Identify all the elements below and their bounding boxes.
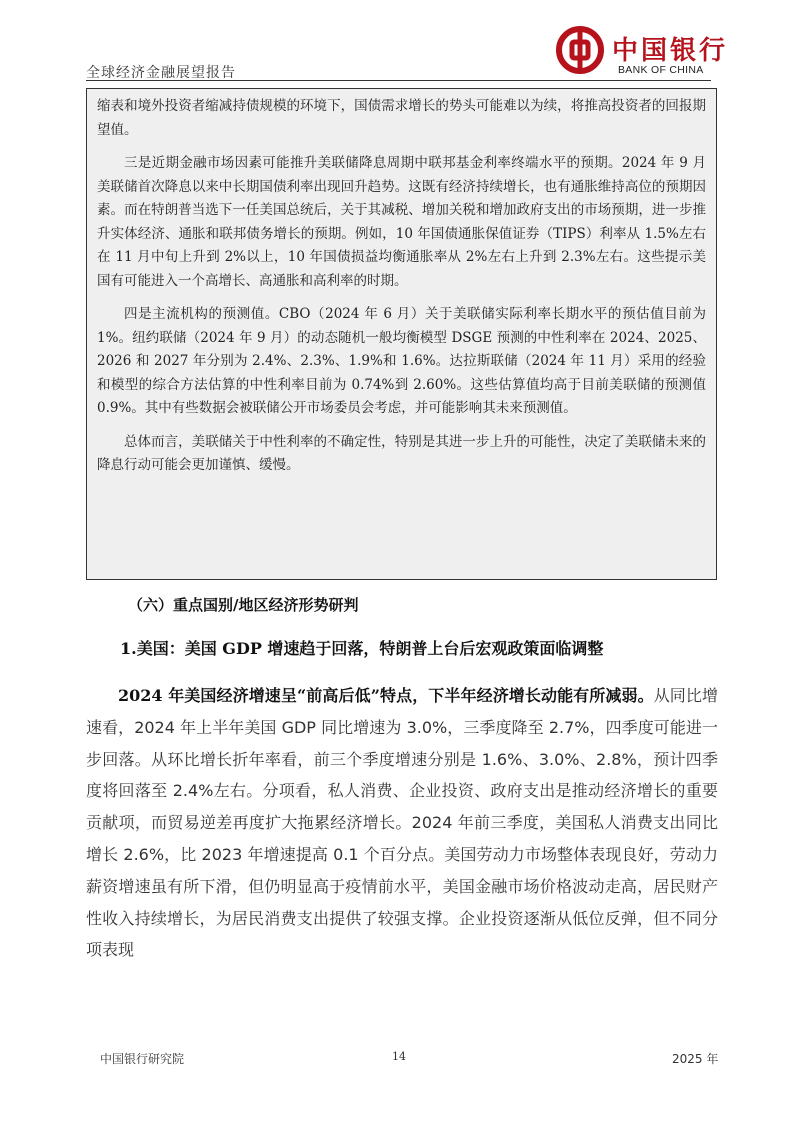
- logo-english-name: BANK OF CHINA: [618, 64, 704, 76]
- body-text: 从同比增速看，2024 年上半年美国 GDP 同比增速为 3.0%，三季度降至 2.7%，四季度可能进一步回落。从环比增长折年率看，前三个季度增速分别是 1.6%、3.0%、2.8%，预计四季度将回落至 2.4%左右。分项看，私人消费、企业投资、政府支出是推动经济增长的重要贡献项，而贸易逆差再度扩大拖累经济增长。2024 年前三季度，美国私人消费支出同比增长 2.6%，比 2023 年增速提高 0.1 个百分点。美国劳动力市场整体表现良好，劳动力薪资增速虽有所下滑，但仍明显高于疫情前水平，美国金融市场价格波动走高，居民财产性收入持续增长，为居民消费支出提供了较强支撑。企业投资逐渐从低位反弹，但不同分项表现: [86, 686, 718, 960]
- header-divider: [86, 80, 711, 81]
- lead-sentence: 2024 年美国经济增速呈“前高后低”特点，下半年经济增长动能有所减弱。: [118, 686, 654, 705]
- logo-chinese-name: 中国银行: [612, 36, 729, 66]
- boxed-commentary: [86, 88, 717, 580]
- bank-logo-emblem-icon: [556, 24, 608, 76]
- subsection-heading: 1.美国：美国 GDP 增速趋于回落，特朗普上台后宏观政策面临调整: [120, 639, 604, 658]
- footer-institution: 中国银行研究院: [100, 1052, 185, 1066]
- box-paragraph: 四是主流机构的预测值。CBO（2024 年 6 月）关于美联储实际利率长期水平的预估值目前为 1%。纽约联储（2024 年 9 月）的动态随机一般均衡模型 DSGE 预测的中性利率在 2024、2025、2026 和 2027 年分别为 2.4%、2.3%、1.9%和 1.6%。达拉斯联储（2024 年 11 月）采用的经验和模型的综合方法估算的中性利率目前为 0.74%到 2.60%。这些估算值均高于目前美联储的预测值 0.9%。其中有些数据会被联储公开市场委员会考虑，并可能影响其未来预测值。: [97, 306, 706, 416]
- section-heading: （六）重点国别/地区经济形势研判: [128, 596, 359, 614]
- box-paragraph: 三是近期金融市场因素可能推升美联储降息周期中联邦基金利率终端水平的预期。2024 年 9 月美联储首次降息以来中长期国债利率出现回升趋势。这既有经济持续增长，也有通胀维持高位的预期因素。而在特朗普当选下一任美国总统后，关于其减税、增加关税和增加政府支出的市场预期，进一步推升实体经济、通胀和联邦债务增长的预期。例如，10 年国债通胀保值证券（TIPS）利率从 1.5%左右在 11 月中旬上升到 2%以上，10 年国债损益均衡通胀率从 2%左右上升到 2.3%左右。这些提示美国有可能进入一个高增长、高通胀和高利率的时期。: [97, 155, 706, 289]
- box-paragraph: 缩表和境外投资者缩减持债规模的环境下，国债需求增长的势头可能难以为续，将推高投资者的回报期望值。: [97, 98, 706, 138]
- report-title: 全球经济金融展望报告: [86, 65, 236, 81]
- box-paragraph: 总体而言，美联储关于中性利率的不确定性，特别是其进一步上升的可能性，决定了美联储未来的降息行动可能会更加谨慎、缓慢。: [97, 433, 706, 473]
- footer-year: 2025 年: [672, 1052, 719, 1066]
- bank-of-china-logo: [556, 24, 729, 80]
- page-number: 14: [392, 1050, 406, 1063]
- body-paragraph: [86, 680, 718, 966]
